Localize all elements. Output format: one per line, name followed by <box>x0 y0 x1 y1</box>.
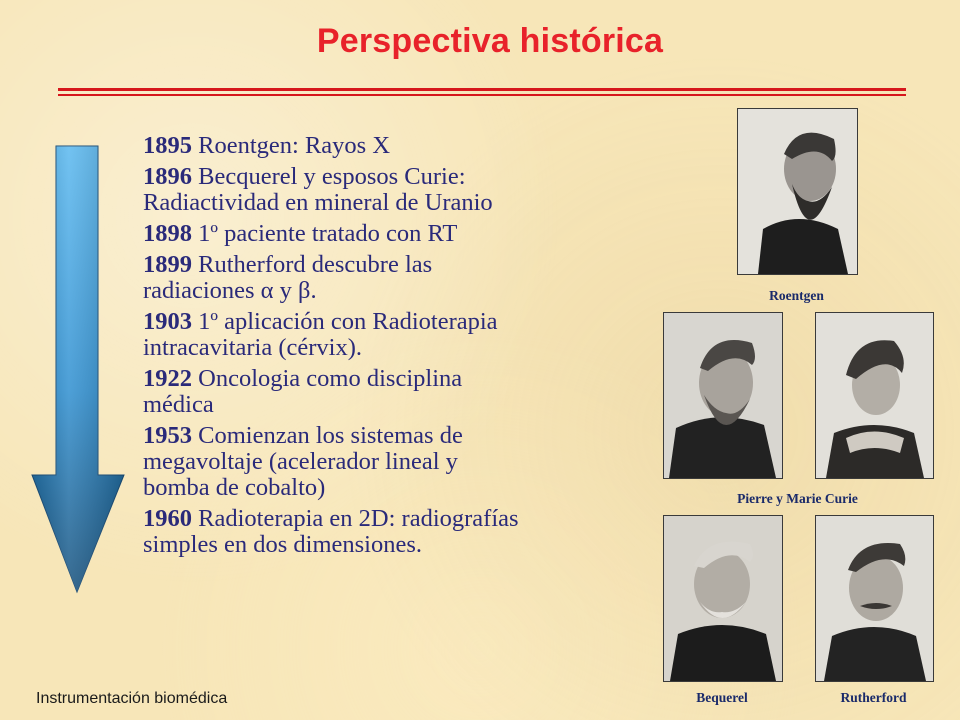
timeline-entry <box>143 221 613 247</box>
timeline-text: Rutherford descubre las radiaciones α y β. <box>143 251 433 304</box>
timeline-year: 1903 <box>143 308 192 335</box>
timeline-year: 1898 <box>143 220 192 247</box>
timeline-year: 1895 <box>143 132 192 159</box>
timeline-year: 1896 <box>143 163 192 190</box>
rutherford-caption: Rutherford <box>840 690 907 705</box>
marie-curie-portrait <box>815 312 934 479</box>
pierre-curie-portrait <box>663 312 783 479</box>
roentgen-portrait <box>737 108 858 275</box>
timeline-entry <box>143 252 613 304</box>
timeline-year: 1953 <box>143 422 192 449</box>
timeline-entry <box>143 309 613 361</box>
timeline-list <box>143 133 613 563</box>
roentgen-caption: Roentgen <box>769 288 824 303</box>
timeline-entry <box>143 133 613 159</box>
footer-label: Instrumentación biomédica <box>36 690 228 707</box>
timeline-entry <box>143 423 613 501</box>
down-arrow-icon <box>28 140 128 595</box>
timeline-text: Becquerel y esposos Curie: Radiactividad en mineral de Uranio <box>143 163 493 216</box>
timeline-text: Oncologia como disciplina médica <box>143 365 463 418</box>
curie-caption: Pierre y Marie Curie <box>737 491 858 506</box>
title-rule-top <box>58 88 906 91</box>
timeline-year: 1922 <box>143 365 192 392</box>
timeline-entry <box>143 164 613 216</box>
slide-title: Perspectiva histórica <box>316 22 664 60</box>
timeline-text: Radioterapia en 2D: radiografías simples en dos dimensiones. <box>143 505 519 558</box>
timeline-text: Comienzan los sistemas de megavoltaje (acelerador lineal y bomba de cobalto) <box>143 422 463 501</box>
bequerel-portrait <box>663 515 783 682</box>
title-rule-bottom <box>58 94 906 96</box>
bequerel-caption: Bequerel <box>696 690 748 705</box>
timeline-text: 1º paciente tratado con RT <box>198 220 458 247</box>
timeline-year: 1960 <box>143 505 192 532</box>
timeline-year: 1899 <box>143 251 192 278</box>
timeline-text: 1º aplicación con Radioterapia intracavitaria (cérvix). <box>143 308 498 361</box>
timeline-entry <box>143 506 613 558</box>
timeline-entry <box>143 366 613 418</box>
timeline-text: Roentgen: Rayos X <box>198 132 391 159</box>
rutherford-portrait <box>815 515 934 682</box>
